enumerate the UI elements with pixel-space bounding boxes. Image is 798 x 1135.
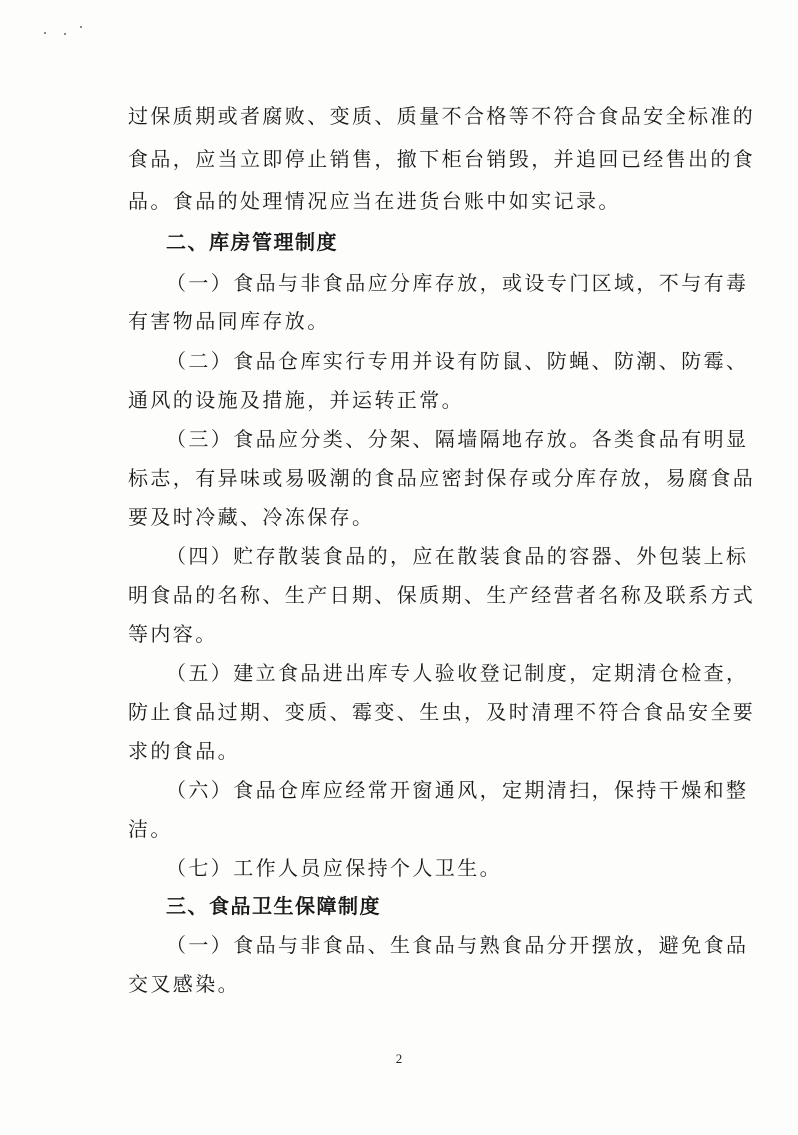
text-line: 食品，应当立即停止销售，撤下柜台销毁，并追回已经售出的食 xyxy=(128,147,756,171)
section-heading: 三、食品卫生保障制度 xyxy=(166,894,381,918)
paragraph-line: 防止食品过期、变质、霉变、生虫，及时清理不符合食品安全要 xyxy=(128,700,756,724)
scan-speck xyxy=(64,33,66,35)
paragraph-line: （一）食品与非食品、生食品与熟食品分开摆放，避免食品 xyxy=(166,933,749,957)
paragraph-line: 等内容。 xyxy=(128,622,218,646)
paragraph-line: 要及时冷藏、冷冻保存。 xyxy=(128,505,375,529)
scan-speck xyxy=(44,32,46,34)
paragraph-line: 明食品的名称、生产日期、保质期、生产经营者名称及联系方式 xyxy=(128,583,756,607)
paragraph-line: 洁。 xyxy=(128,817,173,841)
text-line: 品。食品的处理情况应当在进货台账中如实记录。 xyxy=(128,189,621,213)
paragraph-line: 有害物品同库存放。 xyxy=(128,309,330,333)
page-number: 2 xyxy=(395,1051,403,1066)
paragraph-line: （七）工作人员应保持个人卫生。 xyxy=(166,856,502,880)
paragraph-line: 通风的设施及措施，并运转正常。 xyxy=(128,388,464,412)
paragraph-line: 求的食品。 xyxy=(128,739,240,763)
paragraph-line: （四）贮存散装食品的，应在散装食品的容器、外包装上标 xyxy=(166,544,749,568)
paragraph-line: （六）食品仓库应经常开窗通风，定期清扫，保持干燥和整 xyxy=(166,778,749,802)
paragraph-line: （一）食品与非食品应分库存放，或设专门区域，不与有毒 xyxy=(166,271,749,295)
paragraph-line: （二）食品仓库实行专用并设有防鼠、防蝇、防潮、防霉、 xyxy=(166,349,749,373)
section-heading: 二、库房管理制度 xyxy=(166,230,338,254)
paragraph-line: （五）建立食品进出库专人验收登记制度，定期清仓检查， xyxy=(166,661,749,685)
scan-speck xyxy=(80,26,82,28)
paragraph-line: 交叉感染。 xyxy=(128,972,240,996)
paragraph-line: （三）食品应分类、分架、隔墙隔地存放。各类食品有明显 xyxy=(166,427,749,451)
paragraph-line: 标志，有异味或易吸潮的食品应密封保存或分库存放，易腐食品 xyxy=(128,466,756,490)
text-line: 过保质期或者腐败、变质、质量不合格等不符合食品安全标准的 xyxy=(128,104,756,128)
